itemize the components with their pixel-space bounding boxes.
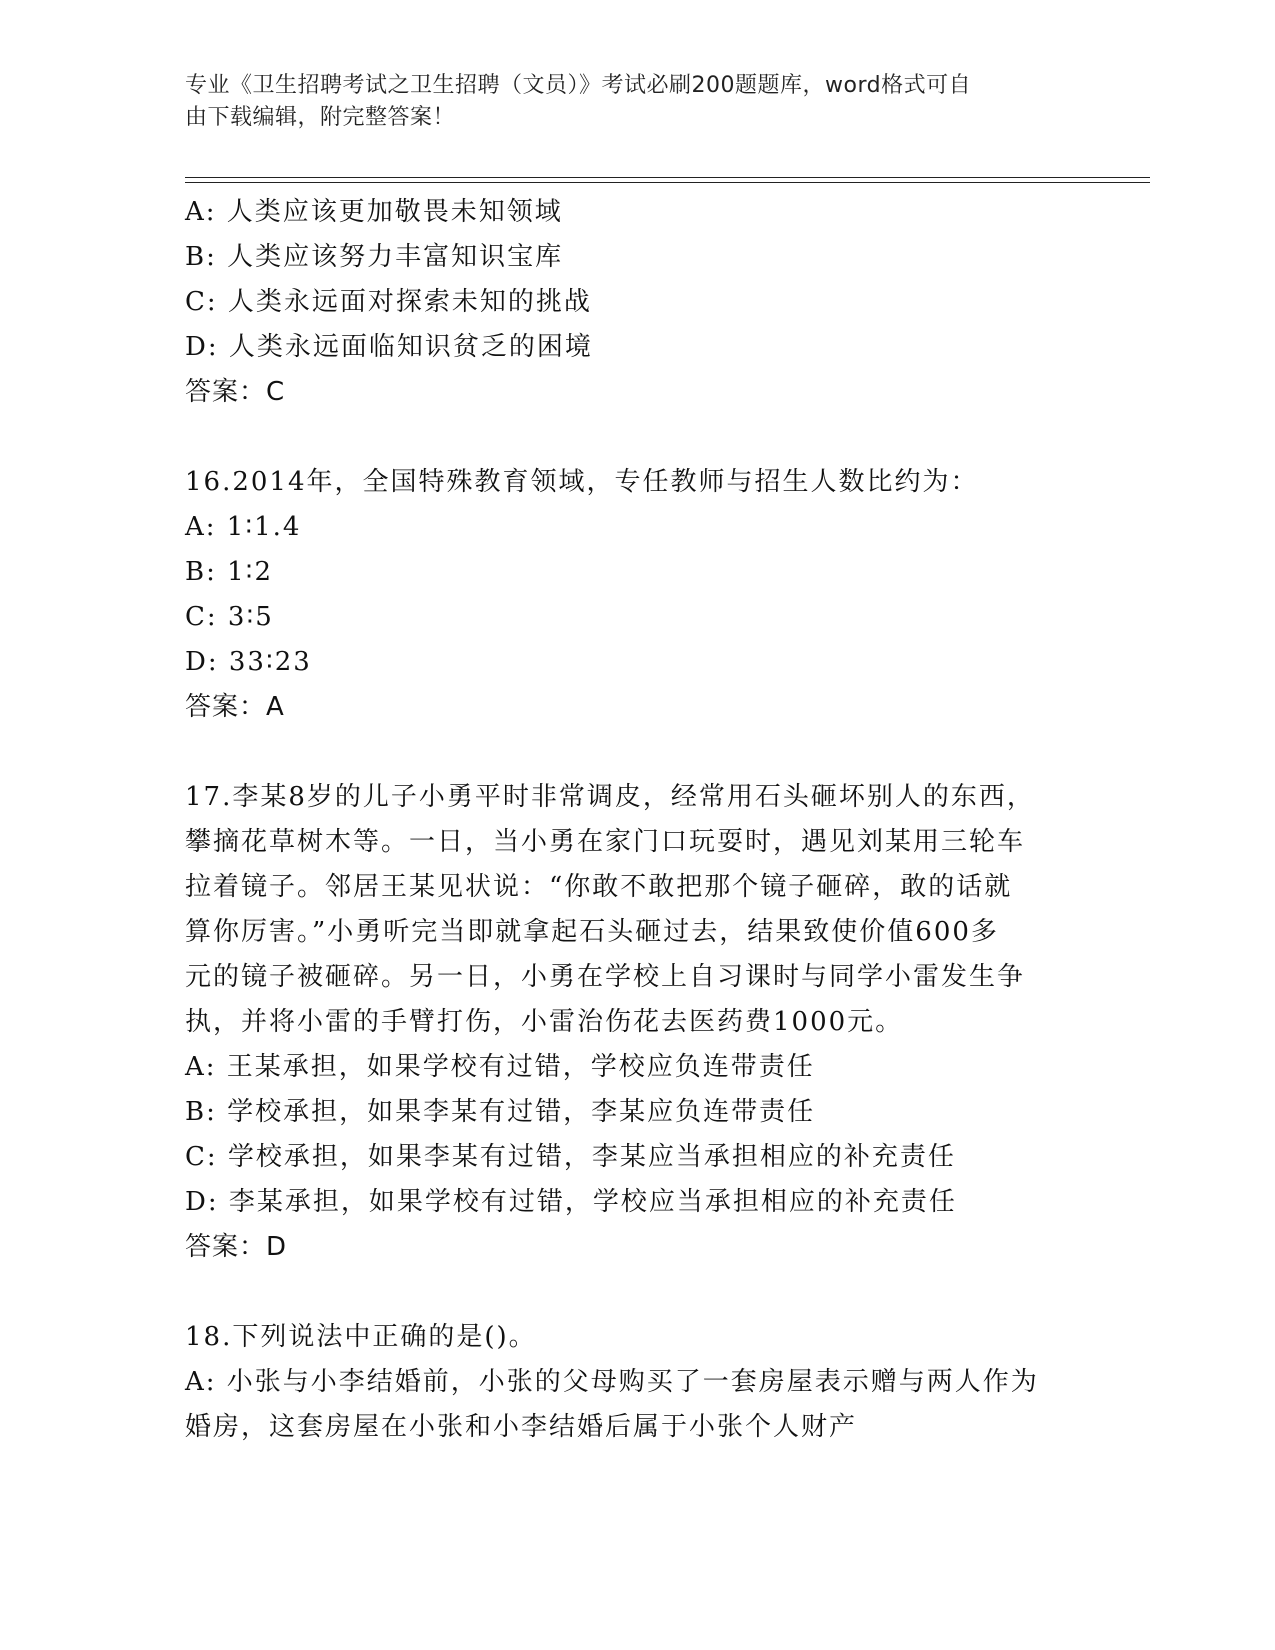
question-stem-line: 元的镜子被砸碎。另一日，小勇在学校上自习课时与同学小雷发生争 — [185, 962, 1026, 992]
question-15 — [185, 190, 1085, 415]
question-stem-line: 17.李某8岁的儿子小勇平时非常调皮，经常用石头砸坏别人的东西， — [185, 782, 1035, 812]
question-stem-line: 算你厉害。”小勇听完当即就拿起石头砸过去，结果致使价值600多 — [185, 917, 999, 947]
header-divider-bottom — [185, 182, 1150, 183]
option-a: A: 王某承担，如果学校有过错，学校应负连带责任 — [185, 1052, 815, 1082]
question-17 — [185, 775, 1085, 1270]
option-b: B: 学校承担，如果李某有过错，李某应负连带责任 — [185, 1097, 816, 1127]
answer-label: 答案：C — [185, 377, 286, 407]
option-a-line: 婚房，这套房屋在小张和小李结婚后属于小张个人财产 — [185, 1412, 858, 1442]
question-stem-line: 拉着镜子。邻居王某见状说：“你敢不敢把那个镜子砸碎，敢的话就 — [185, 872, 1013, 902]
spacer — [185, 730, 1085, 775]
option-c: C: 人类永远面对探索未知的挑战 — [185, 287, 592, 317]
option-b: B: 人类应该努力丰富知识宝库 — [185, 242, 564, 272]
header-divider-top — [185, 177, 1150, 178]
spacer — [185, 1270, 1085, 1315]
option-a: A: 1∶1.4 — [185, 512, 302, 542]
option-c: C: 3∶5 — [185, 602, 274, 632]
option-c: C: 学校承担，如果李某有过错，李某应当承担相应的补充责任 — [185, 1142, 956, 1172]
option-a-line: A: 小张与小李结婚前，小张的父母购买了一套房屋表示赠与两人作为 — [185, 1367, 1039, 1397]
option-b: B: 1∶2 — [185, 557, 273, 587]
header-title-line-1: 专业《卫生招聘考试之卫生招聘（文员）》考试必刷200题题库，word格式可自 — [185, 73, 972, 98]
question-stem: 18.下列说法中正确的是()。 — [185, 1322, 537, 1352]
question-content — [185, 190, 1085, 1450]
spacer — [185, 415, 1085, 460]
option-d: D: 李某承担，如果学校有过错，学校应当承担相应的补充责任 — [185, 1187, 957, 1217]
option-a: A: 人类应该更加敬畏未知领域 — [185, 197, 563, 227]
question-18 — [185, 1315, 1085, 1450]
option-d: D: 33∶23 — [185, 647, 312, 677]
document-header — [185, 70, 1085, 134]
question-stem-line: 执，并将小雷的手臂打伤，小雷治伤花去医药费1000元。 — [185, 1007, 904, 1037]
header-title-line-2: 由下载编辑，附完整答案！ — [185, 105, 456, 130]
question-16 — [185, 460, 1085, 730]
answer-label: 答案：D — [185, 1232, 288, 1262]
answer-label: 答案：A — [185, 692, 285, 722]
question-stem-line: 攀摘花草树木等。一日，当小勇在家门口玩耍时，遇见刘某用三轮车 — [185, 827, 1026, 857]
option-d: D: 人类永远面临知识贫乏的困境 — [185, 332, 593, 362]
question-stem: 16.2014年，全国特殊教育领域，专任教师与招生人数比约为： — [185, 467, 979, 497]
